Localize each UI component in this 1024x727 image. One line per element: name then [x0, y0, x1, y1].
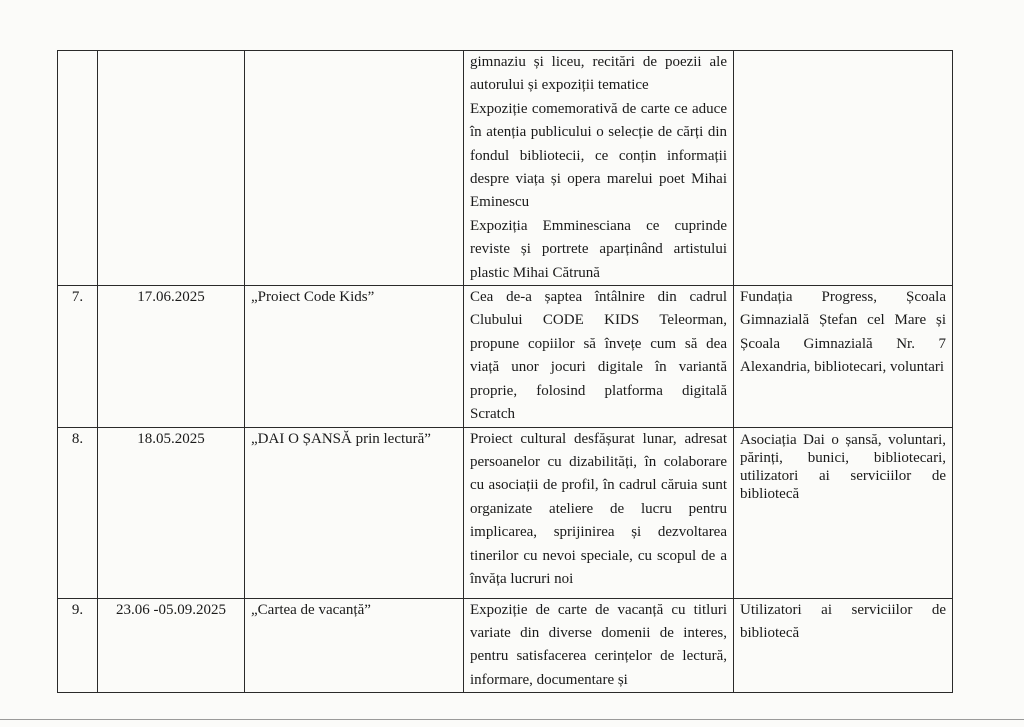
description-paragraph: Expoziția Emminesciana ce cuprinde reviste și portrete aparținând artistului plastic Mihai Cătrună	[470, 217, 727, 281]
partners-cell	[734, 51, 953, 286]
partners-text: Fundația Progress, Școala Gimnazială Ștefan cel Mare și Școala Gimnazială Nr. 7 Alexandria, bibliotecari, voluntari	[740, 289, 946, 376]
partners-text: Utilizatori ai serviciilor de bibliotecă	[740, 601, 946, 641]
description-cell	[464, 286, 734, 427]
title-cell: „Proiect Code Kids”	[245, 286, 464, 427]
description-cell	[464, 598, 734, 693]
number-cell	[58, 51, 98, 286]
table-row	[58, 427, 953, 598]
partners-cell	[734, 286, 953, 427]
partners-text: Asociația Dai o șansă, voluntari, părinți, bunici, bibliotecari, utilizatori ai serviciilor de bibliotecă	[740, 431, 946, 502]
title-cell: „DAI O ȘANSĂ prin lectură”	[245, 427, 464, 598]
date-cell: 18.05.2025	[98, 427, 245, 598]
number-cell: 9.	[58, 598, 98, 693]
description-paragraph: Proiect cultural desfășurat lunar, adresat persoanelor cu dizabilități, în colaborare cu asociații de profil, în cadrul căruia sunt organizate ateliere de lucru pentru implicarea, sprijinirea și dezvoltarea tinerilor cu nevoi speciale, cu scopul de a învăța lucruri noi	[470, 430, 727, 587]
events-table	[57, 50, 953, 693]
number-cell: 8.	[58, 427, 98, 598]
partners-cell	[734, 427, 953, 598]
number-cell: 7.	[58, 286, 98, 427]
description-cell	[464, 427, 734, 598]
description-paragraph: Cea de-a șaptea întâlnire din cadrul Clubului CODE KIDS Teleorman, propune copiilor să învețe cum să dea viață unor jocuri digitale în variantă proprie, folosind platforma digitală Scratch	[470, 289, 727, 423]
date-cell: 17.06.2025	[98, 286, 245, 427]
date-cell	[98, 51, 245, 286]
page-bottom-rule	[0, 719, 1024, 720]
description-paragraph: gimnaziu și liceu, recitări de poezii ale autorului și expoziții tematice	[470, 54, 727, 94]
title-cell: „Cartea de vacanță”	[245, 598, 464, 693]
partners-cell	[734, 598, 953, 693]
table-row	[58, 598, 953, 693]
title-cell	[245, 51, 464, 286]
description-paragraph: Expoziție de carte de vacanță cu titluri variate din diverse domenii de interes, pentru satisfacerea cerințelor de lectură, informare, documentare și	[470, 601, 727, 688]
table-row	[58, 51, 953, 286]
date-cell: 23.06 -05.09.2025	[98, 598, 245, 693]
description-paragraph: Expoziție comemorativă de carte ce aduce în atenția publicului o selecție de cărți din fondul bibliotecii, ce conțin informații despre viața și opera marelui poet Mihai Eminescu	[470, 100, 727, 211]
table-row	[58, 286, 953, 427]
description-cell	[464, 51, 734, 286]
